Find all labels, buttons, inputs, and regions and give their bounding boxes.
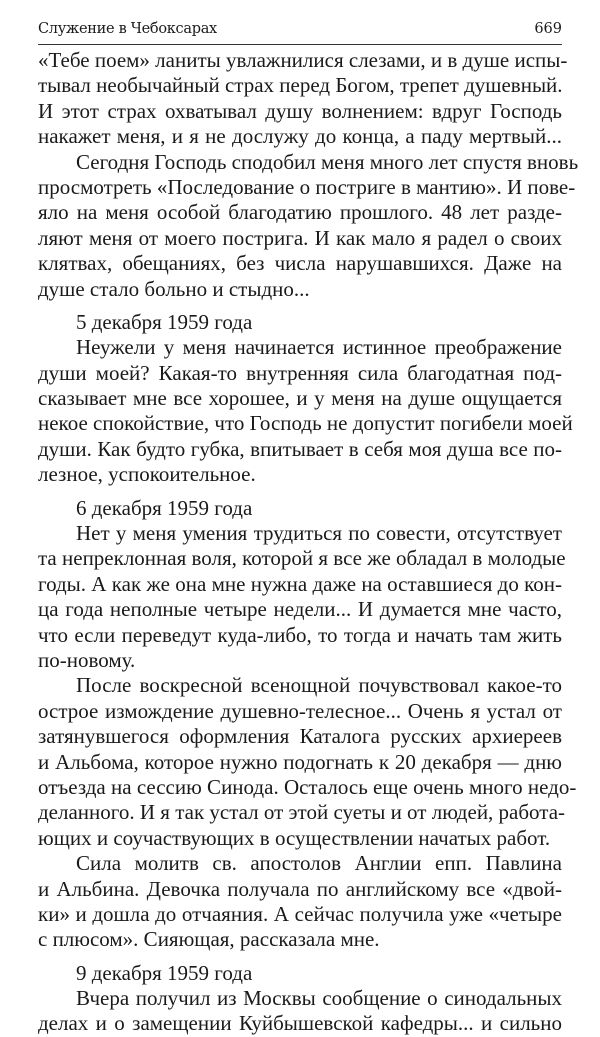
text-line: И этот страх охватывал душу волнением: вдруг Господь: [38, 98, 562, 123]
text-line: просмотреть «Последование о постриге в мантию». И пове-: [38, 174, 576, 199]
text-line: клятвах, обещаниях, без числа нарушавшихся. Даже на: [38, 251, 562, 276]
text-line: сказывает мне все хорошее, и у меня на душе ощущается: [38, 386, 562, 411]
text-line: отъезда на сессию Синода. Осталось еще очень много недо-: [38, 774, 577, 799]
paragraph: [38, 673, 577, 851]
text-line: души. Как будто губка, впитывает в себя моя душа все по-: [38, 436, 562, 461]
text-line: и Альбома, которое нужно подогнать к 20 декабря — дню: [38, 749, 562, 774]
text-line: Вчера получил из Москвы сообщение о синодальных: [76, 986, 562, 1011]
text-line: Нет у меня умения трудиться по совести, отсутствует: [76, 521, 562, 546]
text-line: ляют меня от моего пострига. И как мало я радел о своих: [38, 225, 562, 250]
text-line: ки» и дошла до отчаяния. А сейчас получила уже «четыре: [38, 901, 562, 926]
paragraph: [38, 521, 566, 673]
paragraph: [38, 986, 562, 1037]
text-line: затянувшегося оформления Каталога русских архиереев: [38, 724, 562, 749]
text-line: Неужели у меня начинается истинное преображение: [76, 335, 562, 360]
text-line: что если переведут куда-либо, то тогда и начать там жить: [38, 622, 562, 647]
text-line: та непреклонная воля, которой я все же обладал в молодые: [38, 546, 566, 571]
text-line: накажет меня, и я не дослужу до конца, а паду мертвый...: [38, 124, 562, 149]
text-line: ющих и соучаствующих в осуществлении начатых работ.: [38, 825, 551, 850]
text-line: годы. А как же она мне нужна даже на оставшиеся до кон-: [38, 571, 562, 596]
text-line: делах и о замещении Куйбышевской кафедры... и сильно: [38, 1011, 562, 1036]
page-number: 669: [534, 21, 562, 37]
entry-date: 6 декабря 1959 года: [76, 495, 253, 520]
running-header: [38, 18, 562, 45]
paragraph: [38, 335, 573, 487]
text-line: тывал необычайный страх перед Богом, трепет душевный.: [38, 73, 563, 98]
paragraph: [38, 149, 579, 302]
text-line: Сила молитв св. апостолов Англии епп. Павлина: [76, 851, 562, 876]
text-line: Сегодня Господь сподобил меня много лет спустя вновь: [76, 149, 579, 174]
text-line: душе стало больно и стыдно...: [38, 276, 310, 301]
text-line: по-новому.: [38, 647, 136, 672]
text-line: деланного. И я так устал от этой суеты и от людей, работа-: [38, 800, 566, 825]
text-line: души моей? Какая-то внутренняя сила благодатная под-: [38, 360, 562, 385]
text-line: с плюсом». Сияющая, рассказала мне.: [38, 927, 380, 952]
text-line: лезное, успокоительное.: [38, 462, 256, 487]
text-line: и Альбина. Девочка получала по английскому все «двой-: [38, 876, 562, 901]
text-line: «Тебе поем» ланиты увлажнилися слезами, и в душе испы-: [38, 48, 568, 72]
text-line: некое спокойствие, что Господь не допустит погибели моей: [38, 411, 573, 436]
running-title: Служение в Чебоксарах: [38, 21, 217, 37]
text-line: яло на меня особой благодатию прошлого. 48 лет разде-: [38, 200, 562, 225]
entry-date: 5 декабря 1959 года: [76, 309, 253, 334]
page-body: [38, 48, 579, 1037]
text-line: ца года неполные четыре недели... И думается мне часто,: [38, 597, 562, 622]
text-line: острое измождение душевно-телесное... Очень я устал от: [38, 698, 562, 723]
entry-date: 9 декабря 1959 года: [76, 960, 253, 985]
paragraph: [38, 48, 568, 150]
text-line: После воскресной всенощной почувствовал какое-то: [76, 673, 562, 698]
paragraph: [38, 851, 562, 953]
